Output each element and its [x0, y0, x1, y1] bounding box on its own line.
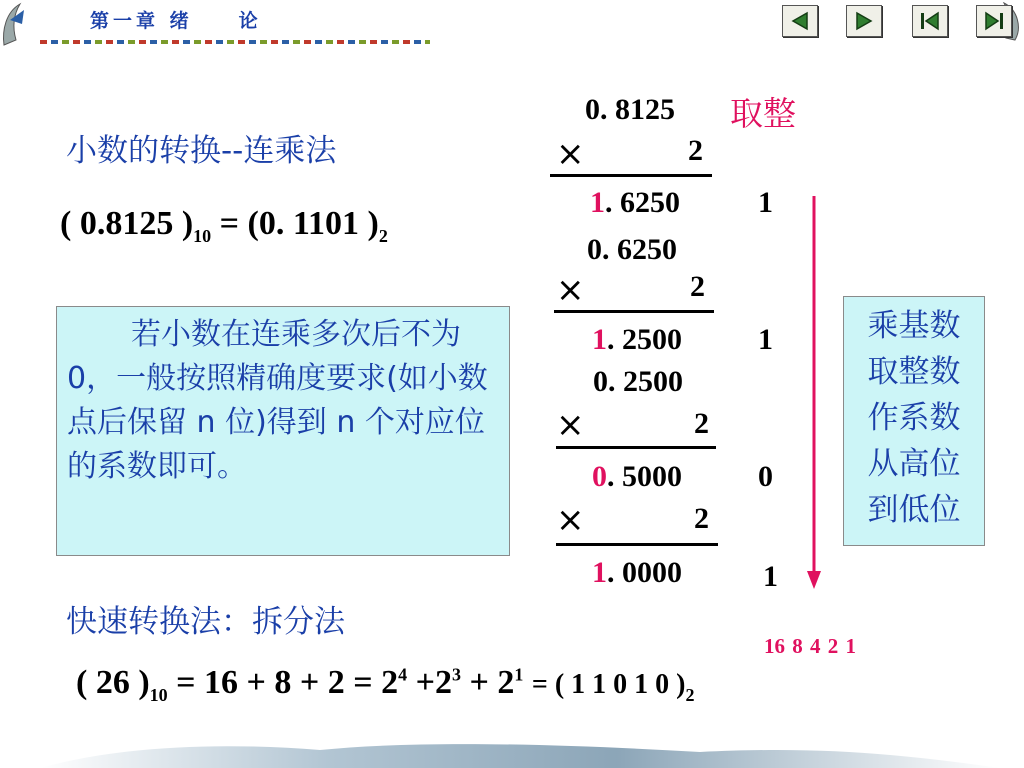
decimal-value: 26 — [95, 664, 130, 701]
bit-weights: 16 8 4 2 1 — [764, 634, 856, 658]
footer-decoration — [0, 736, 1024, 768]
lhs-open-paren: ( — [60, 205, 72, 242]
rounding-label: 取整 — [730, 94, 796, 133]
rhs-value: 0. 1101 — [258, 205, 359, 242]
product-frac-3: . 5000 — [607, 460, 682, 493]
skip-to-end-icon — [983, 11, 1005, 31]
equals-sign: = — [219, 205, 240, 242]
note-text: 若小数在连乘多次后不为 0，一般按照精确度要求(如小数点后保留 n 位)得到 n 个对应位的系数即可。 — [67, 317, 488, 484]
product-int-4: 1 — [592, 556, 607, 589]
prev-button[interactable] — [782, 5, 818, 37]
multiplicand-2: 0. 6250 — [587, 233, 677, 266]
sum-expression: = 16 + 8 + 2 — [176, 664, 345, 701]
triangle-left-icon — [789, 11, 811, 31]
multiplicand-1: 0. 8125 — [585, 93, 675, 126]
underline-2 — [554, 310, 714, 313]
times-sign-3: × — [556, 405, 585, 445]
power-term-3: + 2 — [469, 664, 515, 701]
digit-2: 1 — [758, 323, 773, 356]
multiplicand-3: 0. 2500 — [593, 365, 683, 398]
multiplier-4: 2 — [694, 502, 709, 535]
lhs-close-paren: ) — [181, 205, 194, 242]
times-sign-4: × — [556, 500, 585, 540]
multiplier-2: 2 — [690, 270, 705, 303]
first-button[interactable] — [912, 5, 948, 37]
multiplier-3: 2 — [694, 407, 709, 440]
times-sign-2: × — [556, 270, 585, 310]
multiplier-1: 2 — [688, 134, 703, 167]
open-paren: ( — [76, 664, 88, 701]
summary-box — [843, 296, 985, 546]
product-int-2: 1 — [592, 323, 607, 356]
close-paren: ) — [138, 664, 150, 701]
chapter-title: 第一章 绪 论 — [90, 10, 262, 32]
product-frac-4: . 0000 — [607, 556, 682, 589]
summary-line: 从高位 — [867, 446, 961, 482]
skip-to-start-icon — [919, 11, 941, 31]
split-equation — [76, 664, 695, 706]
summary-line: 取整数 — [867, 354, 961, 390]
underline-3 — [556, 446, 716, 449]
lhs-value: 0.8125 — [79, 205, 174, 242]
digit-4: 1 — [763, 560, 778, 593]
product-int-3: 0 — [592, 460, 607, 493]
binary-base: 2 — [685, 684, 695, 705]
product-int-1: 1 — [590, 186, 605, 219]
rhs-open-paren: ( — [247, 205, 259, 242]
exponent-1: 4 — [398, 664, 408, 685]
decorative-divider — [40, 40, 430, 44]
digit-1: 1 — [758, 186, 773, 219]
down-arrow-icon — [804, 196, 824, 591]
lhs-base: 10 — [193, 225, 212, 246]
rhs-base: 2 — [378, 225, 388, 246]
exponent-2: 3 — [452, 664, 462, 685]
triangle-right-icon — [853, 11, 875, 31]
product-frac-1: . 6250 — [605, 186, 680, 219]
product-frac-2: . 2500 — [607, 323, 682, 356]
summary-line: 作系数 — [867, 400, 961, 436]
power-term-2: +2 — [415, 664, 453, 701]
underline-1 — [550, 174, 712, 177]
fast-method-title: 快速转换法：拆分法 — [66, 604, 345, 640]
binary-result: = ( 1 1 0 1 0 ) — [531, 669, 686, 700]
summary-line: 到低位 — [867, 492, 961, 528]
section-title: 小数的转换--连乘法 — [66, 133, 337, 169]
digit-3: 0 — [758, 460, 773, 493]
rhs-close-paren: ) — [367, 205, 379, 242]
last-button[interactable] — [976, 5, 1012, 37]
conversion-equation — [60, 205, 388, 247]
summary-line: 乘基数 — [867, 308, 961, 344]
times-sign-1: × — [556, 134, 585, 174]
exponent-3: 1 — [514, 664, 524, 685]
next-button[interactable] — [846, 5, 882, 37]
underline-4 — [556, 543, 718, 546]
note-box — [56, 306, 510, 556]
decimal-base: 10 — [149, 684, 168, 705]
power-term-1: = 2 — [353, 664, 399, 701]
